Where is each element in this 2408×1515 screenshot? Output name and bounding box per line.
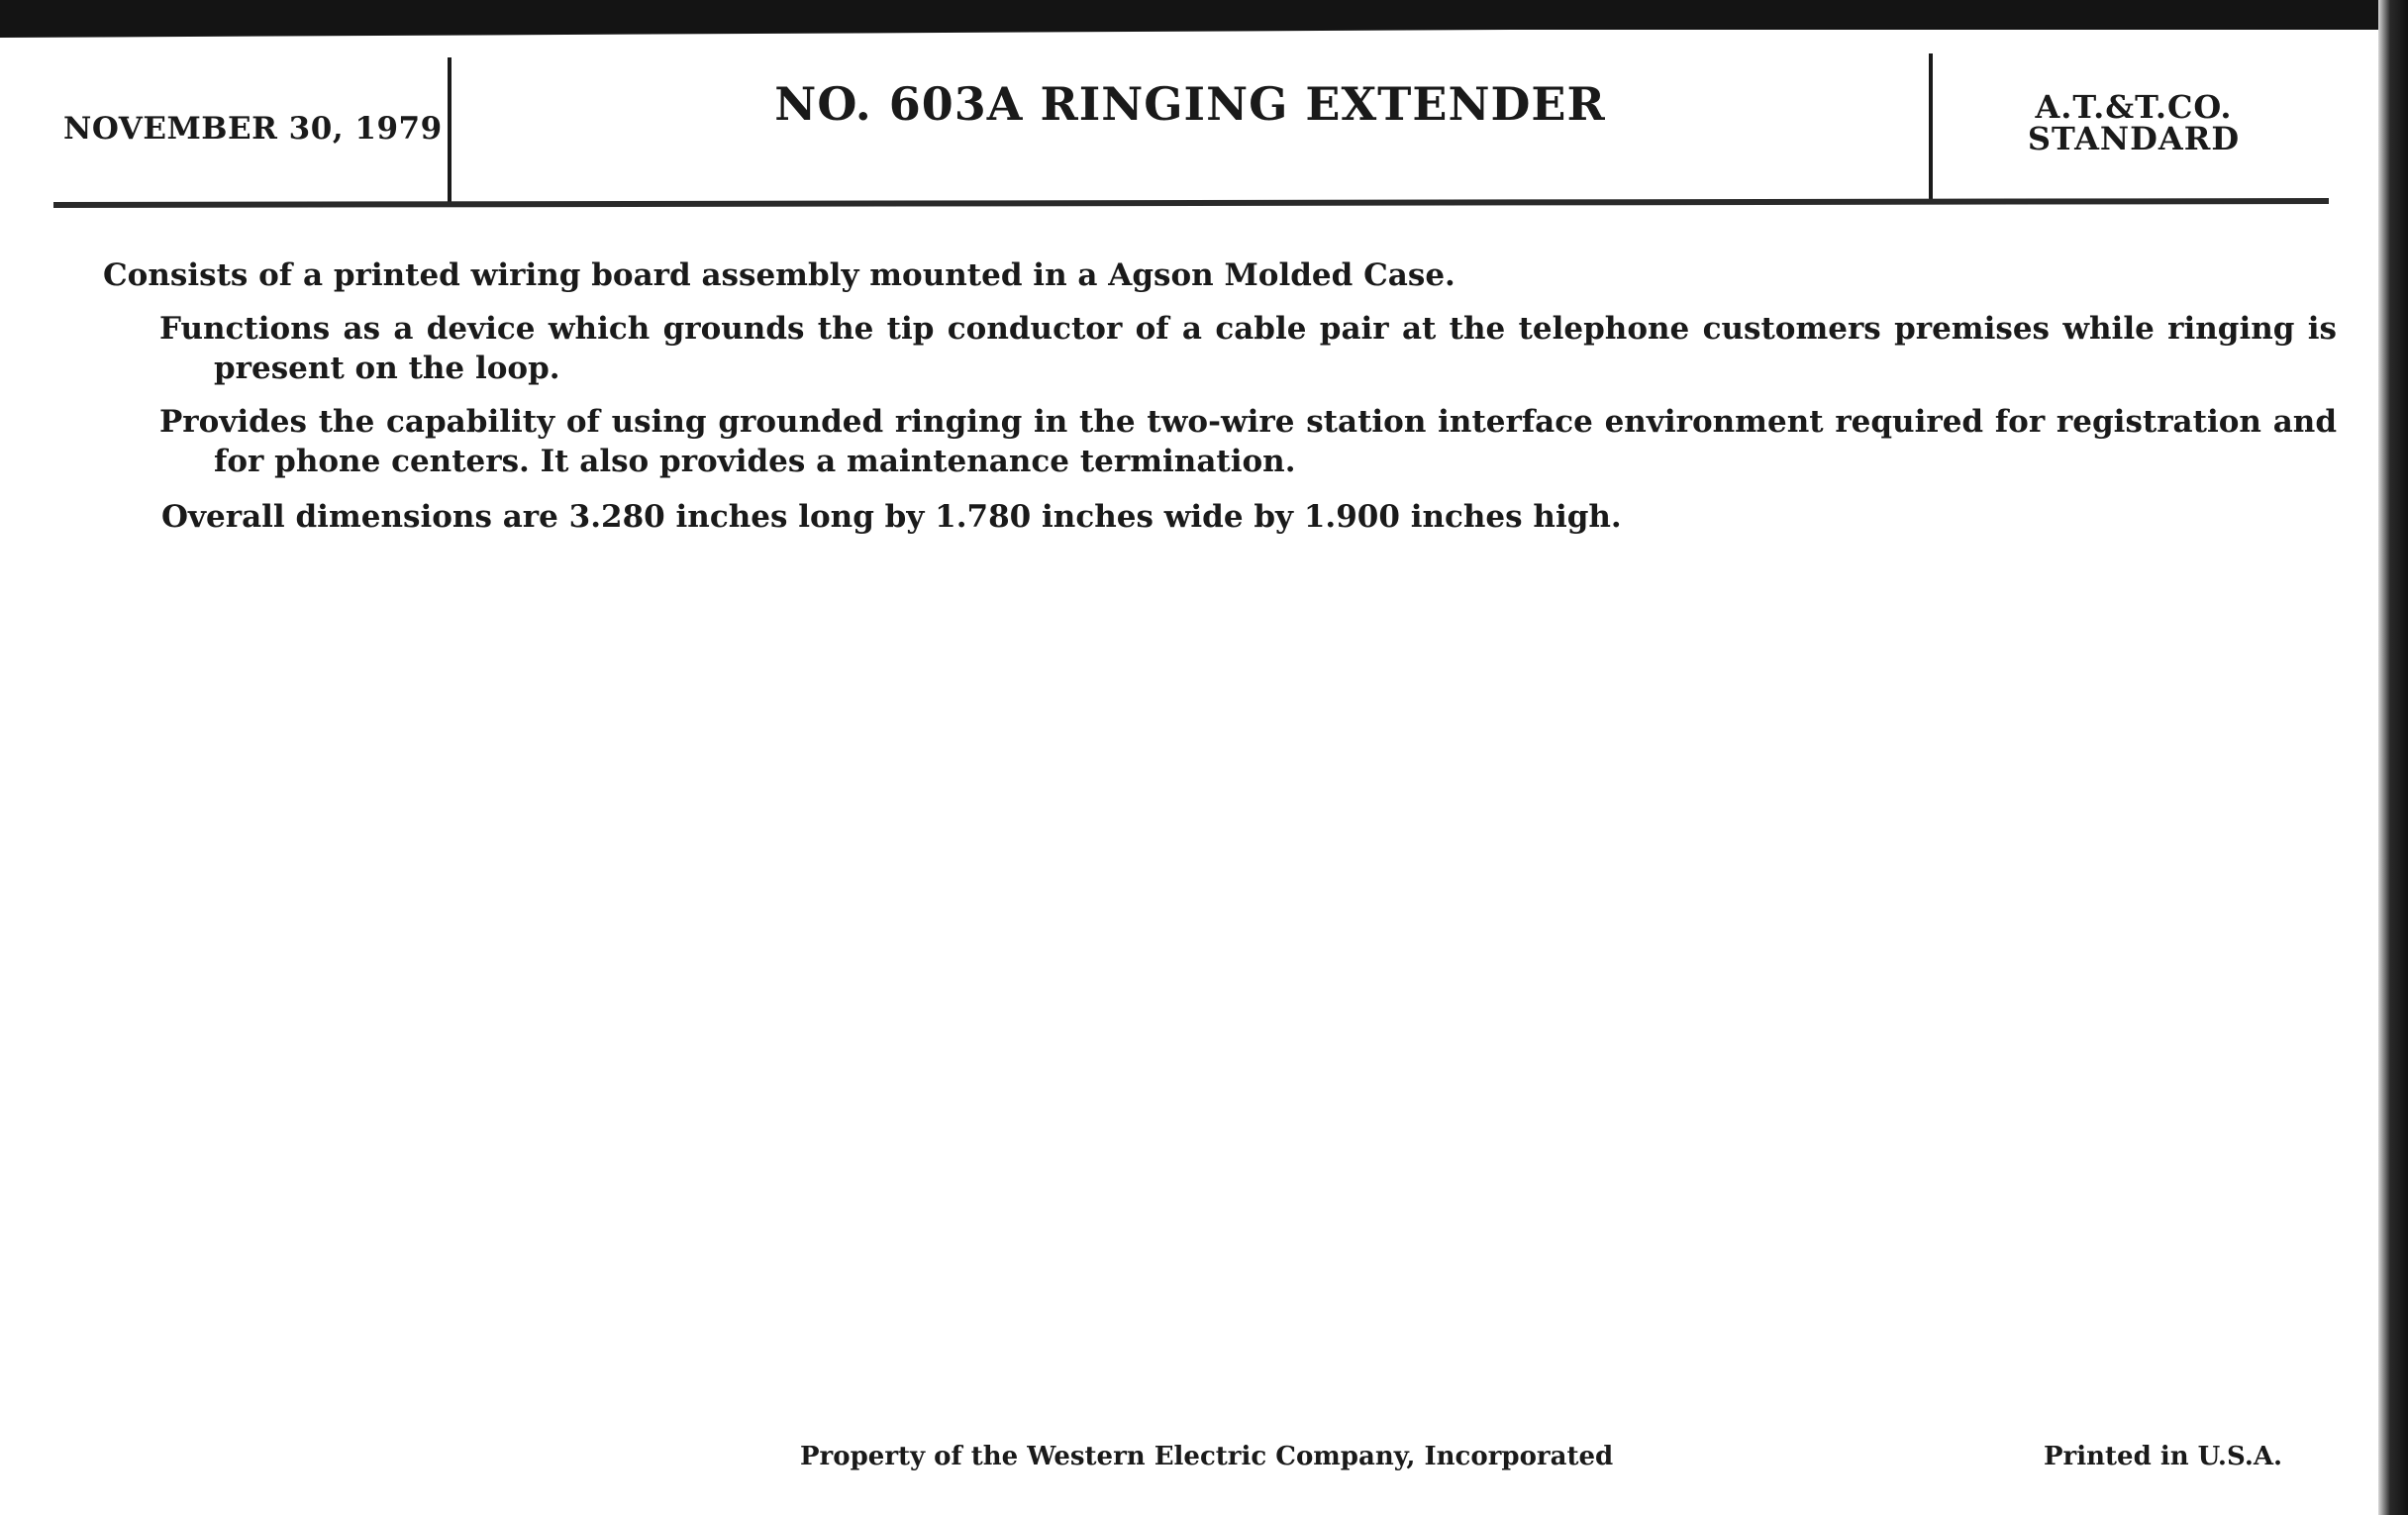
document-title: NO. 603A RINGING EXTENDER (774, 77, 1606, 131)
scan-edge-top-shadow (0, 0, 2408, 38)
footer-printed: Printed in U.S.A. (2044, 1442, 2283, 1471)
scan-edge-right (2378, 0, 2408, 1515)
header-rule (53, 198, 2329, 208)
paragraph-capability: Provides the capability of using grounded ringing in the two-wire station interface environment required for registration and for phone centers. It also provides a maintenance termination. (159, 404, 2337, 479)
standard-line-2: STANDARD (2027, 120, 2241, 157)
paragraph-function: Functions as a device which grounds the tip conductor of a cable pair at the telephone customers premises while ringing is present on the loop. (159, 311, 2337, 386)
footer-property: Property of the Western Electric Company, Incorporated (800, 1442, 1614, 1471)
paragraph-description: Consists of a printed wiring board assembly mounted in a Agson Molded Case. (103, 257, 1455, 293)
standard-label (1931, 88, 2337, 157)
standard-line-1: A.T.&T.CO. (2035, 88, 2233, 126)
document-date: NOVEMBER 30, 1979 (63, 111, 443, 147)
paragraph-dimensions: Overall dimensions are 3.280 inches long by 1.780 inches wide by 1.900 inches high. (161, 499, 1622, 535)
